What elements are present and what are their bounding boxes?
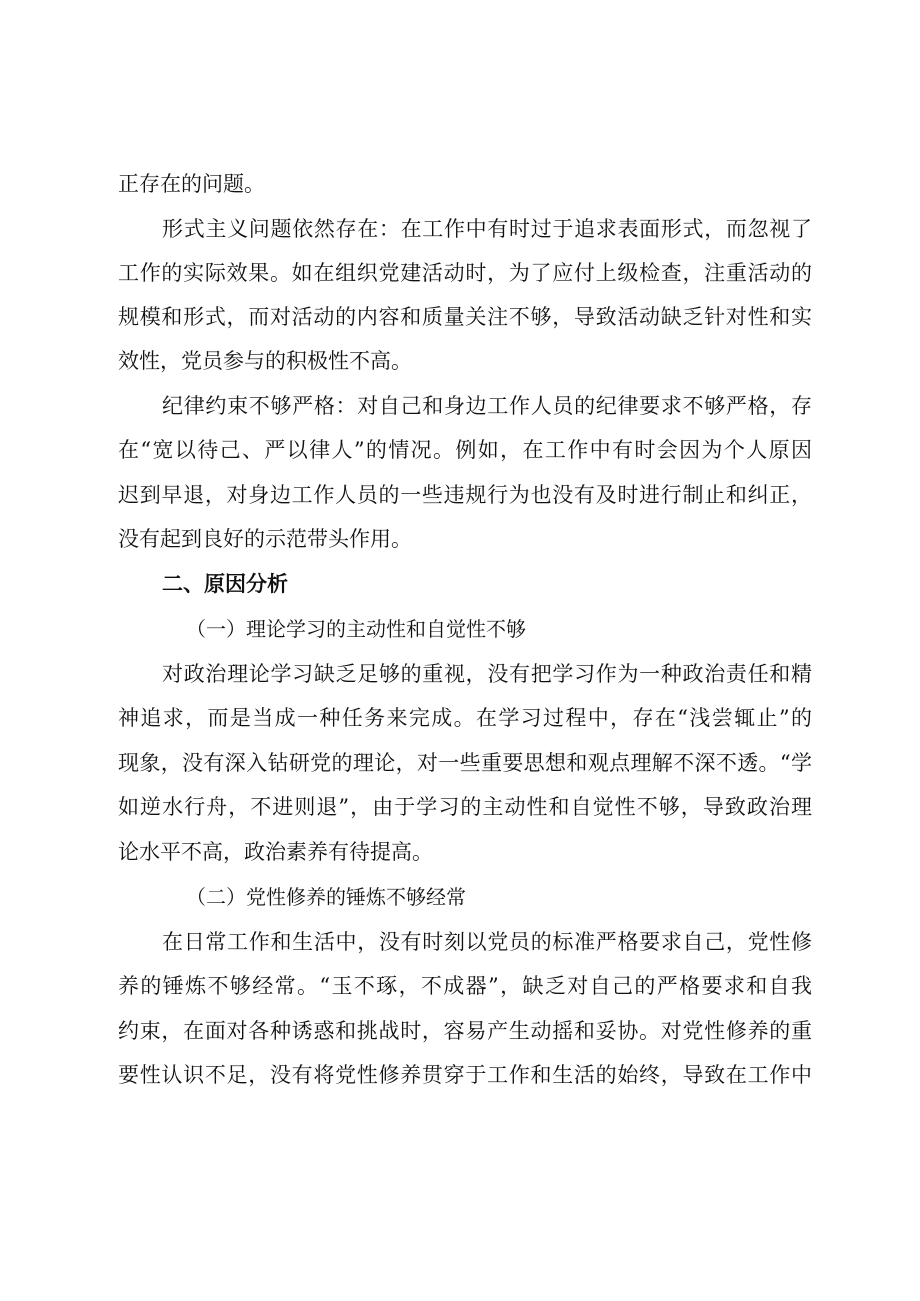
paragraph-line: 如逆水行舟，不进则退”，由于学习的主动性和自觉性不够，导致政治理: [118, 795, 812, 819]
section-heading: 二、原因分析: [162, 572, 288, 596]
paragraph-line: 在“宽以待己、严以律人”的情况。例如，在工作中有时会因为个人原因: [118, 438, 812, 462]
paragraph-line: 在日常工作和生活中，没有时刻以党员的标准严格要求自己，党性修: [162, 930, 812, 954]
paragraph-line: 神追求，而是当成一种任务来完成。在学习过程中，存在“浅尝辄止”的: [118, 706, 812, 730]
paragraph-line: 要性认识不足，没有将党性修养贯穿于工作和生活的始终，导致在工作中: [118, 1063, 812, 1087]
paragraph-line: 约束，在面对各种诱惑和挑战时，容易产生动摇和妥协。对党性修养的重: [118, 1019, 812, 1043]
paragraph-line: 养的锤炼不够经常。“玉不琢，不成器”，缺乏对自己的严格要求和自我: [118, 974, 812, 998]
subsection-heading: （一）理论学习的主动性和自觉性不够: [186, 617, 526, 641]
paragraph-line: 对政治理论学习缺乏足够的重视，没有把学习作为一种政治责任和精: [162, 662, 812, 686]
paragraph-line: 没有起到良好的示范带头作用。: [118, 527, 412, 551]
paragraph-line: 规模和形式，而对活动的内容和质量关注不够，导致活动缺乏针对性和实: [118, 305, 812, 329]
paragraph-line: 纪律约束不够严格：对自己和身边工作人员的纪律要求不够严格，存: [162, 394, 812, 418]
paragraph-line: 效性，党员参与的积极性不高。: [118, 349, 412, 373]
paragraph-line: 形式主义问题依然存在：在工作中有时过于追求表面形式，而忽视了: [162, 217, 812, 241]
paragraph-line: 工作的实际效果。如在组织党建活动时，为了应付上级检查，注重活动的: [118, 261, 812, 285]
subsection-heading: （二）党性修养的锤炼不够经常: [186, 885, 466, 909]
paragraph-line: 现象，没有深入钻研党的理论，对一些重要思想和观点理解不深不透。“学: [118, 751, 812, 775]
paragraph-line: 论水平不高，政治素养有待提高。: [118, 840, 433, 864]
paragraph-line: 正存在的问题。: [118, 172, 265, 196]
paragraph-line: 迟到早退，对身边工作人员的一些违规行为也没有及时进行制止和纠正，: [118, 483, 812, 507]
